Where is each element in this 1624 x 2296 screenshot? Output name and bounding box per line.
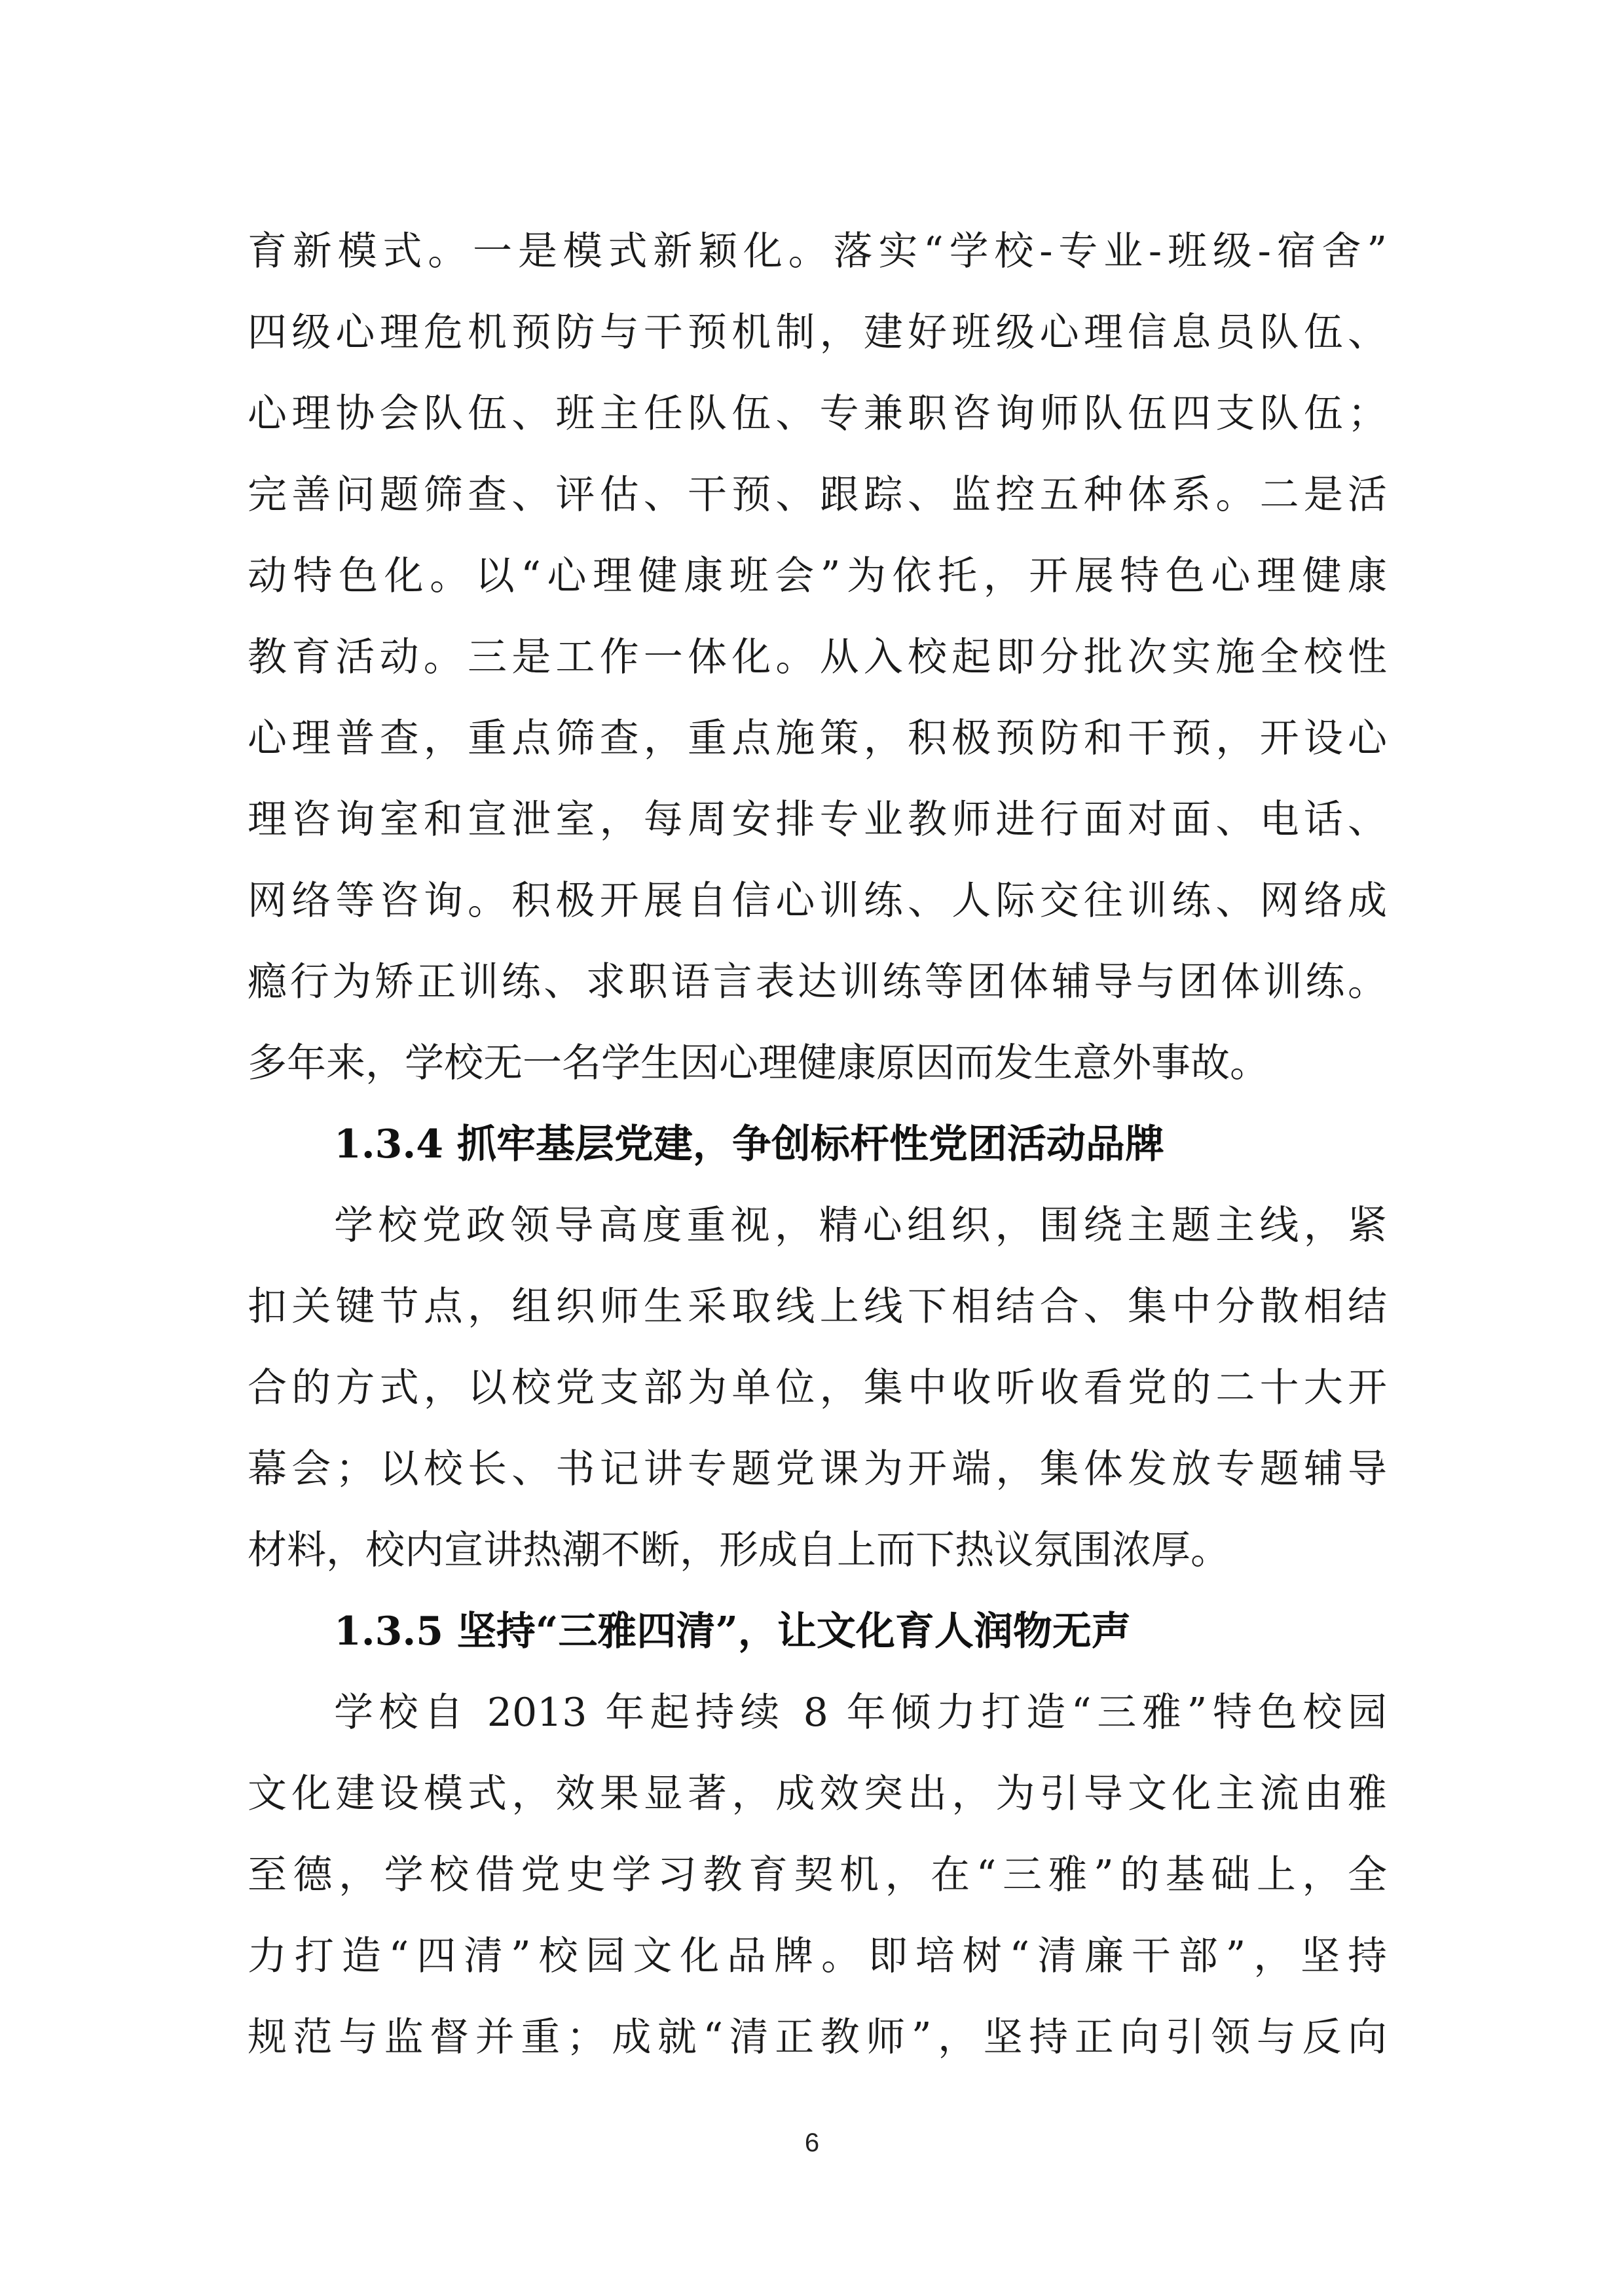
page-number: 6 xyxy=(804,2128,820,2157)
section-heading-1-3-5: 1.3.5 坚持“三雅四清”，让文化育人润物无声 xyxy=(334,1609,1131,1654)
text-line: 教育活动。三是工作一体化。从入校起即分批次实施全校性 xyxy=(248,634,1387,680)
text-line: 规范与监督并重；成就“清正教师”，坚持正向引领与反向 xyxy=(248,2014,1387,2060)
text-line: 动特色化。以“心理健康班会”为依托，开展特色心理健康 xyxy=(248,553,1387,599)
text-line: 力打造“四清”校园文化品牌。即培树“清廉干部”，坚持 xyxy=(248,1933,1387,1979)
text-line: 完善问题筛查、评估、干预、跟踪、监控五种体系。二是活 xyxy=(248,472,1387,518)
text-line: 文化建设模式，效果显著，成效突出，为引导文化主流由雅 xyxy=(248,1771,1387,1817)
text-line: 幕会；以校长、书记讲专题党课为开端，集体发放专题辅导 xyxy=(248,1446,1387,1492)
text-line: 心理普查，重点筛查，重点施策，积极预防和干预，开设心 xyxy=(248,716,1387,761)
section-heading-1-3-4: 1.3.4 抓牢基层党建，争创标杆性党团活动品牌 xyxy=(334,1121,1164,1167)
text-line: 材料，校内宣讲热潮不断，形成自上而下热议氛围浓厚。 xyxy=(248,1527,1230,1573)
text-line: 多年来，学校无一名学生因心理健康原因而发生意外事故。 xyxy=(248,1040,1269,1086)
text-line: 学校自 2013 年起持续 8 年倾力打造“三雅”特色校园 xyxy=(334,1690,1387,1736)
text-line: 扣关键节点，组织师生采取线上线下相结合、集中分散相结 xyxy=(248,1284,1387,1330)
text-line: 瘾行为矫正训练、求职语言表达训练等团体辅导与团体训练。 xyxy=(248,959,1387,1005)
text-line: 育新模式。一是模式新颖化。落实“学校-专业-班级-宿舍” xyxy=(248,228,1387,274)
text-line: 学校党政领导高度重视，精心组织，围绕主题主线，紧 xyxy=(334,1203,1387,1248)
text-line: 理咨询室和宣泄室，每周安排专业教师进行面对面、电话、 xyxy=(248,797,1387,843)
text-line: 至德，学校借党史学习教育契机，在“三雅”的基础上，全 xyxy=(248,1852,1387,1898)
text-line: 四级心理危机预防与干预机制，建好班级心理信息员队伍、 xyxy=(248,310,1387,355)
text-line: 心理协会队伍、班主任队伍、专兼职咨询师队伍四支队伍； xyxy=(248,391,1387,437)
text-line: 合的方式，以校党支部为单位，集中收听收看党的二十大开 xyxy=(248,1365,1387,1411)
text-line: 网络等咨询。积极开展自信心训练、人际交往训练、网络成 xyxy=(248,878,1387,924)
